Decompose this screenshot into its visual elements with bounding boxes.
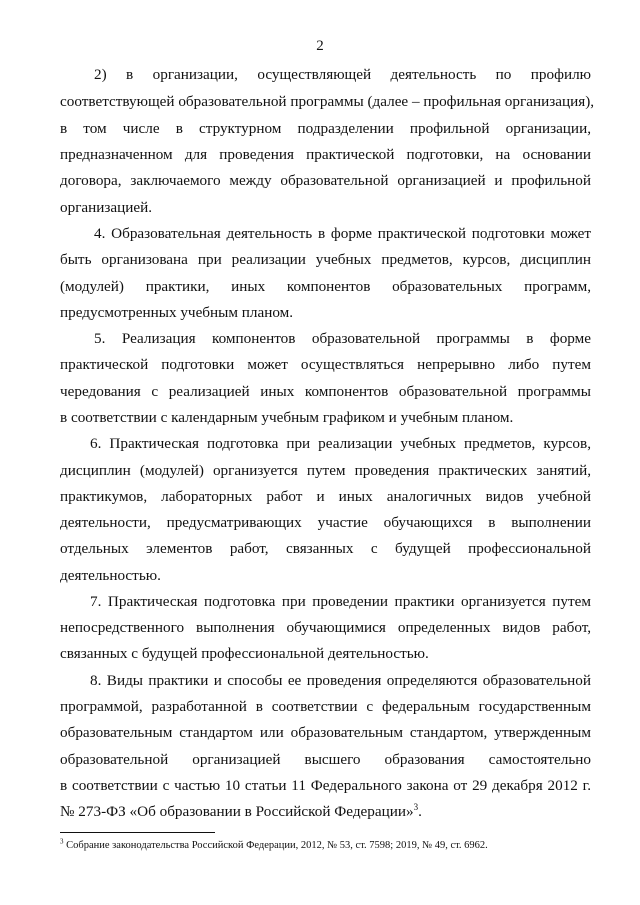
text-line: (модулей) практики, иных компонентов образовательных программ, bbox=[60, 278, 591, 295]
footnote-divider bbox=[60, 832, 215, 833]
text-line: предусмотренных учебным планом. bbox=[60, 304, 294, 321]
text-line: договора, заключаемого между образовательной организацией и профильной bbox=[60, 172, 591, 189]
page-number: 2 bbox=[316, 38, 324, 54]
text-line: 2) в организации, осуществляющей деятельность по профилю bbox=[94, 66, 591, 83]
footnote-reference[interactable]: 3 bbox=[413, 801, 419, 812]
text-line: в том числе в структурном подразделении профильной организации, bbox=[60, 120, 591, 137]
text-line: чередования с реализацией иных компонентов образовательной программы bbox=[60, 383, 591, 400]
text-line: быть организована при реализации учебных предметов, курсов, дисциплин bbox=[60, 251, 591, 268]
text-line: в соответствии с частью 10 статьи 11 Федерального закона от 29 декабря 2012 г. bbox=[60, 777, 591, 794]
text-line: деятельностью. bbox=[60, 567, 161, 584]
text-line-content: № 273-ФЗ «Об образовании в Российской Федерации» bbox=[60, 803, 414, 820]
text-line: 8. Виды практики и способы ее проведения определяются образовательной bbox=[90, 672, 591, 689]
text-line: непосредственного выполнения обучающимися определенных видов работ, bbox=[60, 619, 591, 636]
text-line: организацией. bbox=[60, 199, 153, 216]
text-line: практикумов, лабораторных работ и иных аналогичных видов учебной bbox=[60, 488, 591, 505]
text-line: образовательной организацией высшего образования самостоятельно bbox=[60, 751, 591, 768]
footnote bbox=[60, 839, 591, 852]
text-line: практической подготовки может осуществляться непрерывно либо путем bbox=[60, 356, 591, 373]
text-line-last: № 273-ФЗ «Об образовании в Российской Федерации»$^3$. bbox=[60, 801, 422, 820]
text-line: соответствующей образовательной программы (далее – профильная организация), bbox=[60, 93, 595, 110]
footnote-text: Собрание законодательства Российской Федерации, 2012, № 53, ст. 7598; 2019, № 49, ст. 6962. bbox=[66, 840, 488, 851]
text-line: дисциплин (модулей) организуется путем проведения практических занятий, bbox=[60, 462, 591, 479]
text-line: 6. Практическая подготовка при реализации учебных предметов, курсов, bbox=[90, 435, 591, 452]
text-line: 5. Реализация компонентов образовательной программы в форме bbox=[94, 330, 591, 347]
text-line: 7. Практическая подготовка при проведении практики организуется путем bbox=[90, 593, 591, 610]
text-line: предназначенном для проведения практической подготовки, на основании bbox=[60, 146, 591, 163]
text-line: отдельных элементов работ, связанных с будущей профессиональной bbox=[60, 540, 591, 557]
text-line: программой, разработанной в соответствии с федеральным государственным bbox=[60, 698, 591, 715]
footnote-marker: 3 bbox=[60, 837, 64, 846]
text-line: деятельности, предусматривающих участие обучающихся в выполнении bbox=[60, 514, 591, 531]
text-line: 4. Образовательная деятельность в форме практической подготовки может bbox=[94, 225, 591, 242]
text-line: образовательным стандартом или образовательным стандартом, утвержденным bbox=[60, 724, 591, 741]
text-line: в соответствии с календарным учебным графиком и учебным планом. bbox=[60, 409, 514, 426]
text-line: связанных с будущей профессиональной деятельностью. bbox=[60, 645, 429, 662]
